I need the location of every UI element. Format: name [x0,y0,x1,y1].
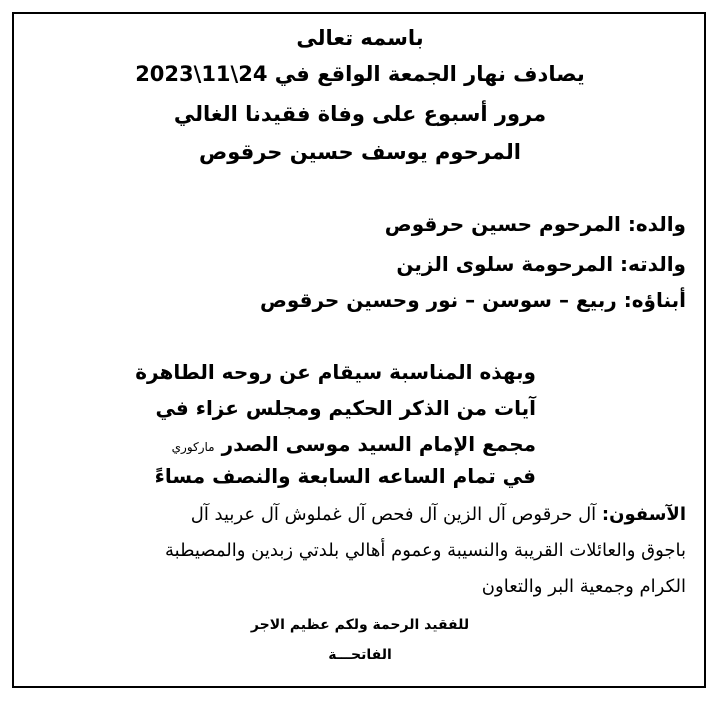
father-line: والده: المرحوم حسين حرقوص [384,212,686,236]
deceased-name: المرحوم يوسف حسين حرقوص [199,140,521,164]
mourners-label: الآسفون: [601,504,686,525]
event-line-3 [172,434,536,454]
bismillah-heading: باسمه تعالى [296,26,424,50]
venue-note: ماركوري [171,440,215,454]
closing-fatiha: الفاتحـــة [328,647,392,663]
mourners-line-2: باجوق والعائلات القريبة والنسيبة وعموم أهالي بلدتي زبدين والمصيطبة [164,540,686,561]
event-line-1: وبهذه المناسبة سيقام عن روحه الطاهرة [135,360,536,384]
event-line-2: آيات من الذكر الحكيم ومجلس عزاء في [155,396,536,420]
date-line: يصادف نهار الجمعة الواقع في 24\11\2023 [135,62,585,86]
venue-name: مجمع الإمام السيد موسى الصدر [221,432,536,456]
mother-line: والدته: المرحومة سلوى الزين [396,252,686,276]
occasion-line: مرور أسبوع على وفاة فقيدنا الغالي [173,102,547,126]
children-line: أبناؤه: ربيع – سوسن – نور وحسين حرقوص [259,288,686,312]
event-line-4: في تمام الساعه السابعة والنصف مساءً [154,464,536,488]
closing-prayer: للفقيد الرحمة ولكم عظيم الاجر [250,617,470,633]
mourners-line-3: الكرام وجمعية البر والتعاون [481,576,686,597]
mourners-families-1: آل حرقوص آل الزين آل فحص آل غملوش آل عربيد آل [190,504,597,525]
mourners-line-1 [191,506,686,524]
